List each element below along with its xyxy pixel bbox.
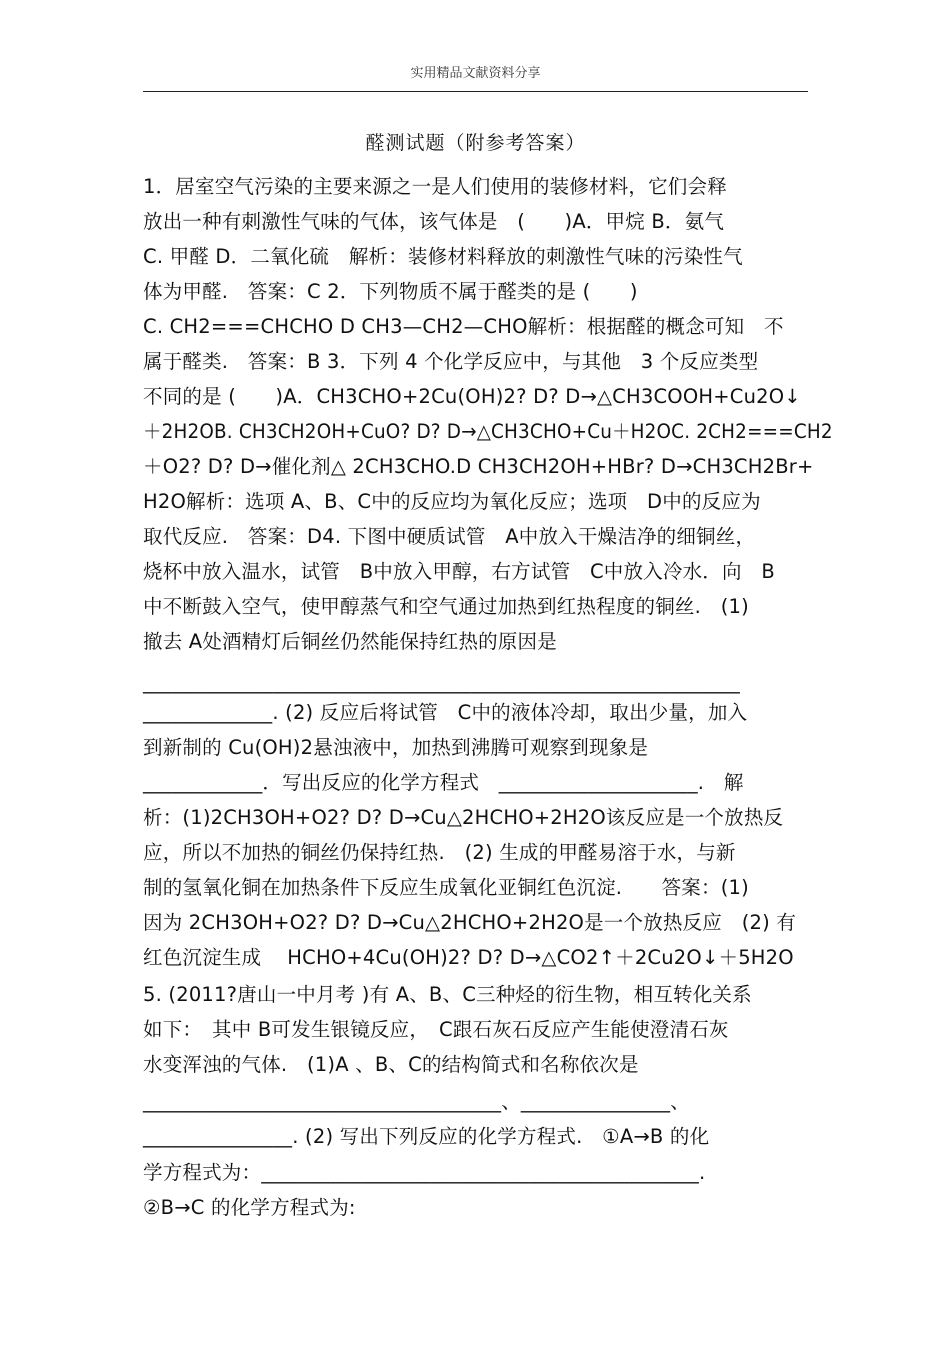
text-line: _______________. (2) 写出下列反应的化学方程式. ①A→B 的化 — [143, 1125, 710, 1148]
text-line: 不同的是 ( )A．CH3CHO+2Cu(OH)2? D? D→△CH3COOH+Cu2O↓ — [143, 385, 801, 408]
text-line: ＋2H2OB. CH3CH2OH+CuO? D? D→△CH3CHO+Cu＋H2OC. 2CH2===CH2 — [143, 420, 833, 443]
text-line: 取代反应. 答案：D4. 下图中硬质试管 A中放入干燥洁净的细铜丝， — [143, 525, 756, 548]
text-line: 如下： 其中 B可发生银镜反应， C跟石灰石反应产生能使澄清石灰 — [143, 1018, 729, 1041]
text-line: 撤去 A处酒精灯后铜丝仍然能保持红热的原因是 — [143, 630, 557, 653]
text-line: 放出一种有刺激性气味的气体，该气体是 ( )A．甲烷 B．氨气 — [143, 210, 725, 233]
text-line: ②B→C 的化学方程式为: — [143, 1196, 356, 1219]
text-line: ____________．写出反应的化学方程式 ____________________. 解 — [143, 771, 744, 794]
text-line: _____________. (2) 反应后将试管 C中的液体冷却，取出少量，加入 — [143, 701, 748, 724]
text-line: H2O解析：选项 A、B、C中的反应均为氧化反应；选项 D中的反应为 — [143, 490, 761, 513]
text-line: 红色沉淀生成 HCHO+4Cu(OH)2? D? D→△CO2↑＋2Cu2O↓＋5H2O — [143, 946, 794, 969]
text-line: 水变浑浊的气体. (1)A 、B、C的结构简式和名称依次是 — [143, 1053, 639, 1076]
text-line: 应，所以不加热的铜丝仍保持红热. (2) 生成的甲醛易溶于水，与新 — [143, 841, 736, 864]
header-divider — [143, 91, 808, 92]
text-line: 烧杯中放入温水，试管 B中放入甲醇，右方试管 C中放入冷水．向 B — [143, 560, 775, 583]
text-line: 因为 2CH3OH+O2? D? D→Cu△2HCHO+2H2O是一个放热反应 (2) 有 — [143, 911, 797, 934]
text-line: 属于醛类. 答案：B 3．下列 4 个化学反应中，与其他 3 个反应类型 — [143, 350, 759, 373]
text-line: 学方程式为：____________________________________________. — [143, 1161, 706, 1184]
text-line: 1．居室空气污染的主要来源之一是人们使用的装修材料，它们会释 — [143, 175, 727, 198]
text-line: C. CH2===CHCHO D CH3—CH2—CHO解析：根据醛的概念可知 不 — [143, 315, 784, 338]
text-line: C. 甲醛 D．二氧化硫 解析：装修材料释放的刺激性气味的污染性气 — [143, 245, 743, 268]
text-line: 析：(1)2CH3OH+O2? D? D→Cu△2HCHO+2H2O该反应是一个放热反 — [143, 806, 784, 829]
answer-blank-line: ____________________________________、_______________、 — [143, 1090, 690, 1113]
text-line: ＋O2? D? D→催化剂△ 2CH3CHO.D CH3CH2OH+HBr? D→CH3CH2Br+ — [143, 455, 814, 478]
text-line: 中不断鼓入空气，使甲醇蒸气和空气通过加热到红热程度的铜丝. (1) — [143, 595, 749, 618]
page-header: 实用精品文献资料分享 — [410, 66, 541, 81]
text-line: 到新制的 Cu(OH)2悬浊液中，加热到沸腾可观察到现象是 — [143, 736, 649, 759]
text-line: 体为甲醛. 答案：C 2．下列物质不属于醛类的是 ( ) — [143, 280, 638, 303]
answer-blank-line: ____________________________________________________________ — [143, 671, 740, 694]
text-line: 5. (2011?唐山一中月考 )有 A、B、C三种烃的衍生物，相互转化关系 — [143, 983, 752, 1006]
document-title: 醛测试题（附参考答案） — [365, 132, 586, 154]
text-line: 制的氢氧化铜在加热条件下反应生成氧化亚铜红色沉淀. 答案：(1) — [143, 876, 749, 899]
